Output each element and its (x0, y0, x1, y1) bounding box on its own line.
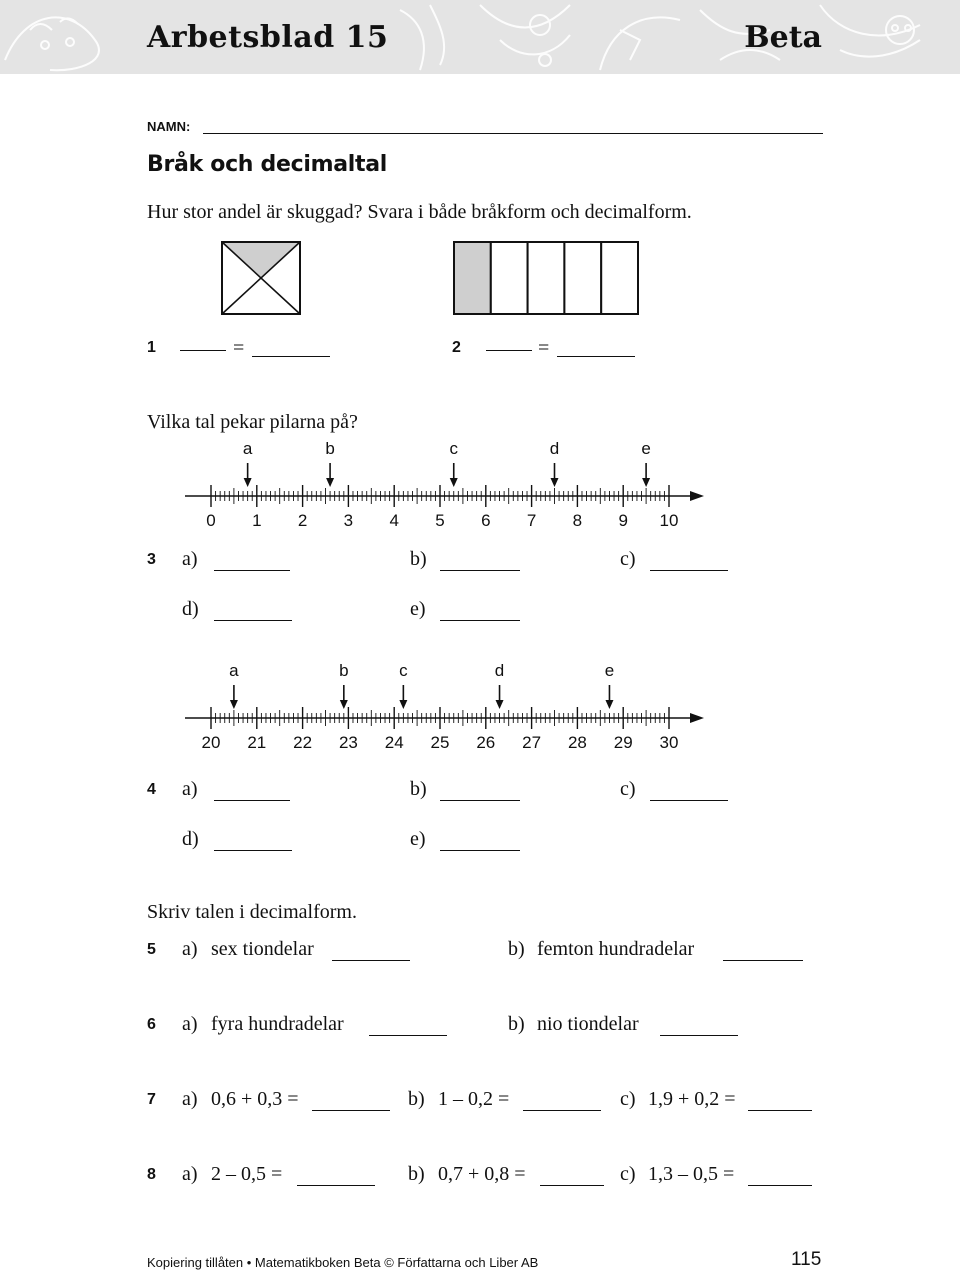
tick-label: 3 (343, 511, 354, 530)
task2-equals: = (538, 337, 550, 359)
task2-decimal-blank[interactable] (557, 356, 635, 357)
arrow-letter-b: b (325, 439, 335, 458)
square-figure (220, 240, 302, 316)
arrow-letter-b: b (339, 661, 349, 680)
task6-a-text: fyra hundradelar (211, 1013, 344, 1035)
tick-label: 20 (201, 733, 221, 752)
task7-c-blank[interactable] (748, 1110, 812, 1111)
task8-b-text: 0,7 + 0,8 = (438, 1163, 526, 1185)
bar-figure (452, 240, 640, 316)
tick-label: 9 (618, 511, 628, 530)
task3-c-blank[interactable] (650, 570, 728, 571)
arrow-letter-c: c (399, 661, 408, 680)
task5-a-blank[interactable] (332, 960, 410, 961)
task8-a-text: 2 – 0,5 = (211, 1163, 283, 1185)
task3-d-blank[interactable] (214, 620, 292, 621)
task5-a-text: sex tiondelar (211, 938, 314, 960)
footer-copyright: Kopiering tillåten • Matematikboken Beta © Författarna och Liber AB (147, 1255, 539, 1270)
pointer-arrowhead-e (605, 700, 613, 709)
task5-b-label: b) (508, 938, 525, 960)
tick-label: 28 (567, 733, 587, 752)
pointer-arrowhead-a (244, 478, 252, 487)
task8-a-label: a) (182, 1163, 198, 1185)
task3-a-label: a) (182, 548, 198, 570)
task7-a-blank[interactable] (312, 1110, 390, 1111)
task7-b-label: b) (408, 1088, 425, 1110)
task6-b-label: b) (508, 1013, 525, 1035)
task4-d-blank[interactable] (214, 850, 292, 851)
task8-c-label: c) (620, 1163, 636, 1185)
instruction-number-line: Vilka tal pekar pilarna på? (147, 411, 358, 433)
task3-c-label: c) (620, 548, 636, 570)
task4-b-label: b) (410, 778, 427, 800)
task4-b-blank[interactable] (440, 800, 520, 801)
task1-equals: = (233, 337, 245, 359)
tick-label: 24 (384, 733, 404, 752)
page-heading: Bråk och decimaltal (147, 152, 387, 177)
task6-b-text: nio tiondelar (537, 1013, 639, 1035)
task7-a-label: a) (182, 1088, 198, 1110)
tick-label: 0 (206, 511, 216, 530)
tick-label: 10 (659, 511, 679, 530)
arrow-letter-d: d (494, 661, 505, 680)
task3-d-label: d) (182, 598, 199, 620)
task8-c-text: 1,3 – 0,5 = (648, 1163, 735, 1185)
bar-cell (564, 242, 601, 314)
task6-b-blank[interactable] (660, 1035, 738, 1036)
number-line-20-30 (180, 658, 720, 758)
pointer-arrowhead-c (450, 478, 458, 487)
arrow-letter-e: e (641, 439, 651, 458)
tick-label: 6 (481, 511, 491, 530)
bar-cell-shaded (454, 242, 491, 314)
task8-b-label: b) (408, 1163, 425, 1185)
pointer-arrowhead-e (642, 478, 650, 487)
task1-decimal-blank[interactable] (252, 356, 330, 357)
bar-cell (528, 242, 565, 314)
task5-a-label: a) (182, 938, 198, 960)
task-number-1: 1 (147, 339, 156, 356)
worksheet-level: Beta (744, 20, 822, 55)
tick-label: 5 (435, 511, 445, 530)
arrow-letter-e: e (604, 661, 615, 680)
task3-a-blank[interactable] (214, 570, 290, 571)
task-number-6: 6 (147, 1016, 156, 1033)
task4-e-label: e) (410, 828, 426, 850)
instruction-shaded: Hur stor andel är skuggad? Svara i både bråkform och decimalform. (147, 201, 692, 223)
task5-b-text: femton hundradelar (537, 938, 695, 960)
tick-label: 21 (247, 733, 267, 752)
task4-a-label: a) (182, 778, 198, 800)
pointer-arrowhead-a (230, 700, 238, 709)
task7-b-blank[interactable] (523, 1110, 601, 1111)
tick-label: 4 (389, 511, 399, 530)
task-number-4: 4 (147, 781, 156, 798)
task8-a-blank[interactable] (297, 1185, 375, 1186)
name-answer-line[interactable] (203, 133, 823, 134)
task4-e-blank[interactable] (440, 850, 520, 851)
task-number-2: 2 (452, 339, 461, 356)
task-number-8: 8 (147, 1166, 156, 1183)
task7-c-text: 1,9 + 0,2 = (648, 1088, 736, 1110)
task3-e-label: e) (410, 598, 426, 620)
task6-a-label: a) (182, 1013, 198, 1035)
task-number-7: 7 (147, 1091, 156, 1108)
instruction-decimal-form: Skriv talen i decimalform. (147, 901, 357, 923)
task7-b-text: 1 – 0,2 = (438, 1088, 510, 1110)
pointer-arrowhead-b (326, 478, 334, 487)
tick-label: 26 (476, 733, 496, 752)
page-number: 115 (791, 1249, 822, 1270)
task2-fraction-blank[interactable] (486, 350, 532, 351)
task1-fraction-blank[interactable] (180, 350, 226, 351)
tick-label: 30 (659, 733, 679, 752)
pointer-arrowhead-b (340, 700, 348, 709)
pointer-arrowhead-d (551, 478, 559, 487)
tick-label: 29 (613, 733, 633, 752)
task6-a-blank[interactable] (369, 1035, 447, 1036)
task3-e-blank[interactable] (440, 620, 520, 621)
task-number-3: 3 (147, 551, 156, 568)
square-shaded-triangle (222, 242, 300, 277)
tick-label: 27 (522, 733, 542, 752)
task4-c-label: c) (620, 778, 636, 800)
task4-a-blank[interactable] (214, 800, 290, 801)
axis-arrowhead (690, 491, 704, 501)
task7-a-text: 0,6 + 0,3 = (211, 1088, 299, 1110)
axis-arrowhead (690, 713, 704, 723)
tick-label: 25 (430, 733, 450, 752)
tick-label: 23 (338, 733, 358, 752)
tick-label: 7 (526, 511, 537, 530)
task8-b-blank[interactable] (540, 1185, 604, 1186)
tick-label: 8 (572, 511, 583, 530)
arrow-letter-d: d (549, 439, 560, 458)
pointer-arrowhead-c (399, 700, 407, 709)
worksheet-title: Arbetsblad 15 (147, 20, 389, 55)
pointer-arrowhead-d (496, 700, 504, 709)
task4-d-label: d) (182, 828, 199, 850)
tick-label: 22 (293, 733, 313, 752)
tick-label: 2 (297, 511, 308, 530)
bar-cell (601, 242, 638, 314)
task4-c-blank[interactable] (650, 800, 728, 801)
arrow-letter-a: a (229, 661, 239, 680)
bar-cell (491, 242, 528, 314)
task3-b-blank[interactable] (440, 570, 520, 571)
task-number-5: 5 (147, 941, 156, 958)
arrow-letter-c: c (449, 439, 458, 458)
tick-label: 1 (252, 511, 262, 530)
task8-c-blank[interactable] (748, 1185, 812, 1186)
number-line-0-10 (180, 436, 720, 536)
task3-b-label: b) (410, 548, 427, 570)
name-label: NAMN: (147, 119, 191, 134)
task5-b-blank[interactable] (723, 960, 803, 961)
arrow-letter-a: a (242, 439, 253, 458)
task7-c-label: c) (620, 1088, 636, 1110)
